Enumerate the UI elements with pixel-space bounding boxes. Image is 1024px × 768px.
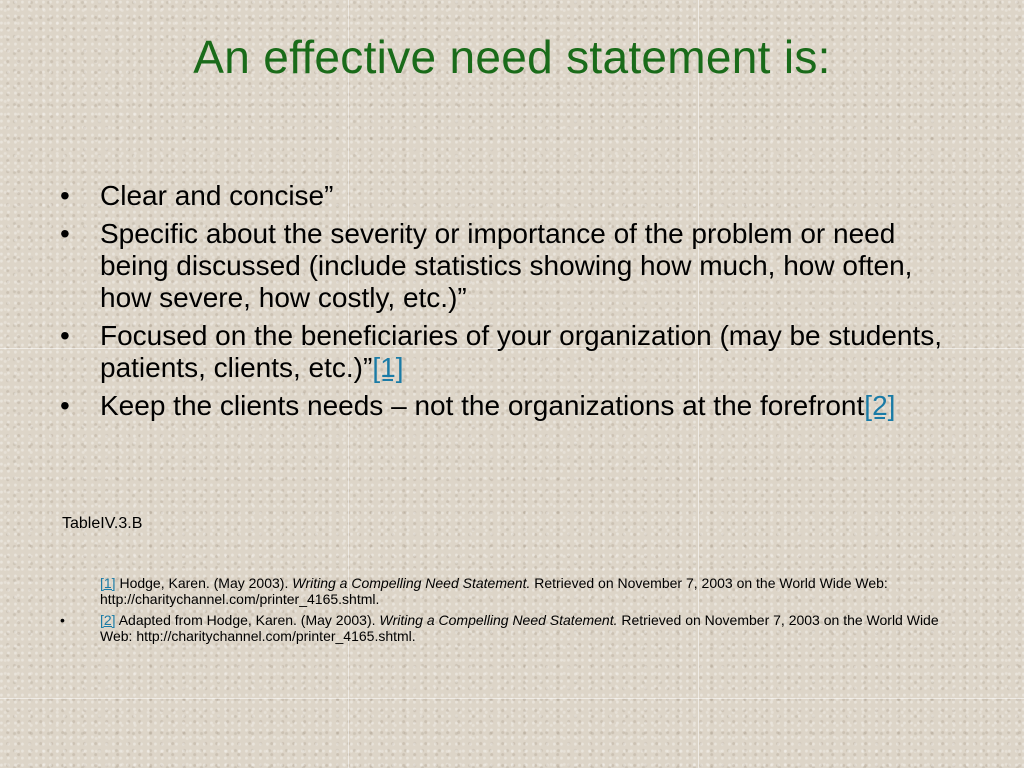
- bullet-dot: •: [60, 180, 70, 211]
- bullet-dot: •: [60, 390, 70, 421]
- footnote-item: [60, 575, 950, 607]
- bullet-list: [60, 180, 965, 428]
- bullet-dot: •: [60, 218, 70, 249]
- footnote-retrieval: Retrieved on November 7, 2003 on the World Wide Web: http://charitychannel.com/printer_4165.shtml.: [100, 575, 888, 607]
- footnote-citation: Adapted from Hodge, Karen. (May 2003).: [115, 612, 380, 628]
- bullet-dot: •: [60, 612, 65, 628]
- bullet-text: Keep the clients needs – not the organizations at the forefront: [100, 390, 865, 421]
- footnotes: [60, 575, 950, 649]
- bullet-text: Clear and concise”: [100, 180, 334, 211]
- bullet-item: [60, 390, 965, 422]
- background-tile-line: [0, 698, 1024, 699]
- footnote-ref-link[interactable]: [2]: [100, 612, 116, 628]
- bullet-item: [60, 320, 965, 384]
- bullet-text: Specific about the severity or importance of the problem or need being discussed (include statistics showing how much, how often, how severe, how costly, etc.)”: [100, 218, 913, 313]
- footnote-ref-link[interactable]: [1]: [372, 352, 404, 383]
- footnote-title: Writing a Compelling Need Statement.: [292, 575, 531, 591]
- bullet-text: Focused on the beneficiaries of your organization (may be students, patients, clients, etc.)”: [100, 320, 943, 383]
- footnote-citation: Hodge, Karen. (May 2003).: [115, 575, 293, 591]
- footnote-ref-link[interactable]: [1]: [100, 575, 116, 591]
- footnote-item: [60, 612, 950, 644]
- slide-title: An effective need statement is:: [193, 31, 831, 83]
- footnote-retrieval: Retrieved on November 7, 2003 on the World Wide Web: http://charitychannel.com/printer_4165.shtml.: [100, 612, 939, 644]
- table-label: TableIV.3.B: [62, 515, 143, 532]
- bullet-item: [60, 218, 965, 314]
- footnote-title: Writing a Compelling Need Statement.: [379, 612, 618, 628]
- footnote-ref-link[interactable]: [2]: [864, 390, 896, 421]
- bullet-dot: •: [60, 320, 70, 351]
- bullet-item: [60, 180, 965, 212]
